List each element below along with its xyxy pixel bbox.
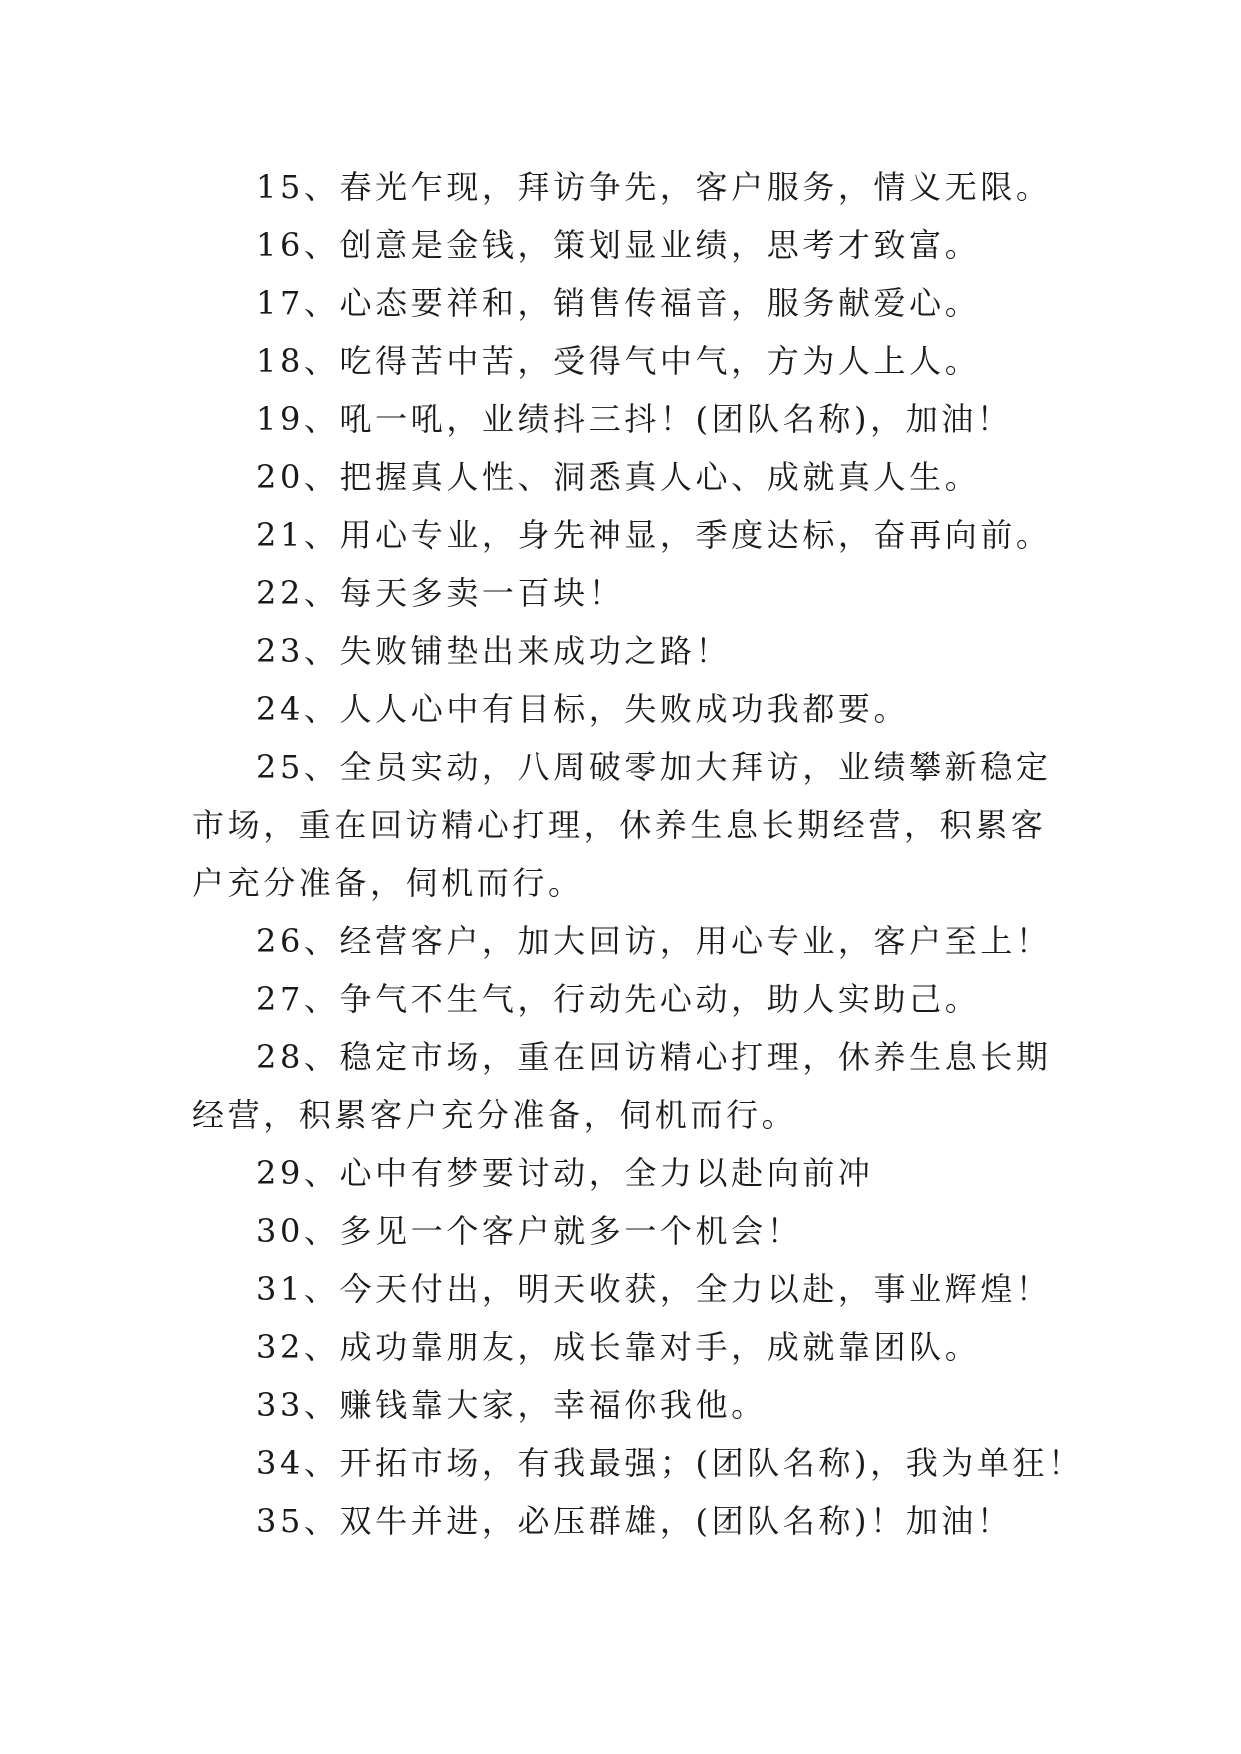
slogan-item: 32、成功靠朋友，成长靠对手，成就靠团队。	[256, 1328, 981, 1366]
slogan-item: 21、用心专业，身先神显，季度达标，奋再向前。	[256, 516, 1052, 554]
slogan-item: 25、全员实动，八周破零加大拜访，业绩攀新稳定市场，重在回访精心打理，休养生息长期经营，积累客户充分准备，伺机而行。	[192, 748, 1052, 902]
slogan-item: 28、稳定市场，重在回访精心打理，休养生息长期经营，积累客户充分准备，伺机而行。	[192, 1038, 1052, 1134]
slogan-item: 15、春光乍现，拜访争先，客户服务，情义无限。	[256, 168, 1052, 206]
slogan-item: 20、把握真人性、洞悉真人心、成就真人生。	[256, 458, 981, 496]
slogan-item: 31、今天付出，明天收获，全力以赴，事业辉煌！	[256, 1270, 1052, 1308]
slogan-item: 33、赚钱靠大家，幸福你我他。	[256, 1386, 767, 1424]
slogan-item: 22、每天多卖一百块！	[256, 574, 625, 612]
slogan-item: 29、心中有梦要讨动，全力以赴向前冲	[256, 1154, 874, 1192]
slogan-item: 17、心态要祥和，销售传福音，服务献爱心。	[256, 284, 981, 322]
slogan-item: 19、吼一吼，业绩抖三抖！(团队名称)，加油！	[256, 400, 1013, 438]
slogan-item: 30、多见一个客户就多一个机会！	[256, 1212, 803, 1250]
slogan-item: 27、争气不生气，行动先心动，助人实助己。	[256, 980, 981, 1018]
slogan-item: 34、开拓市场，有我最强；(团队名称)，我为单狂！	[256, 1444, 1084, 1482]
slogan-item: 24、人人心中有目标，失败成功我都要。	[256, 690, 910, 728]
slogan-item: 16、创意是金钱，策划显业绩，思考才致富。	[256, 226, 981, 264]
document-body	[192, 158, 1084, 1550]
slogan-item: 23、失败铺垫出来成功之路！	[256, 632, 732, 670]
slogan-item: 18、吃得苦中苦，受得气中气，方为人上人。	[256, 342, 981, 380]
slogan-item: 26、经营客户，加大回访，用心专业，客户至上！	[256, 922, 1052, 960]
slogan-item: 35、双牛并进，必压群雄，(团队名称)！加油！	[256, 1502, 1013, 1540]
